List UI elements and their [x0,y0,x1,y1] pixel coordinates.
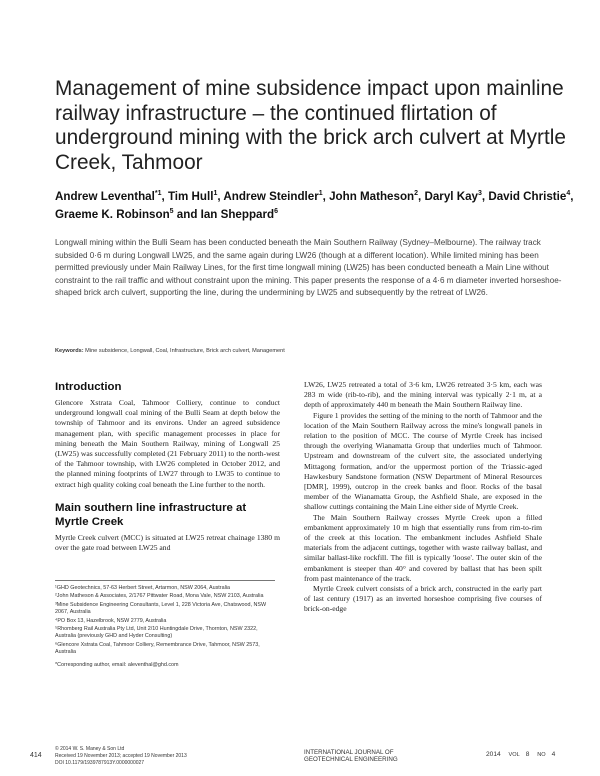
body-paragraph: Myrtle Creek culvert consists of a brick arch, constructed in the early part of last century (1917) as an inverted horseshoe comprising five courses of brick-on-edge [304,584,542,614]
corresponding-author: *Corresponding author, email: aleventhal@ghd.com [55,661,179,668]
footnote: ¹GHD Geotechnics, 57-63 Herbert Street, Artarmon, NSW 2064, Australia [55,585,230,591]
journal-name-line: GEOTECHNICAL ENGINEERING [304,756,398,764]
volume-number: 8 [525,751,530,758]
affiliation-footnotes [55,580,275,670]
page-number: 414 [30,752,42,759]
author-name: John Matheson [329,190,415,203]
body-paragraph: Figure 1 provides the setting of the mining to the north of Tahmoor and the location of the Main Southern Railway across the mine's longwall panels in relation to the position of MCC. The course of Myrtle Creek has incised through the overlying Wianamatta Group that underlies much of Tahmoor. Upstream and downstream of the culvert site, the associated underlying Mittagong formation, and/or the uppermost portion of the Triassic-aged Hawkesbury Sandstone formation (NSW Department of Mineral Resources [DMR], 1999), outcrop in the creek banks and floor. Rocks of the basal member of the Wianamatta Group, the Ashfield Shale, are exposed in the shallow cuttings containing the Main Line either side of Myrtle Creek. [304,410,542,512]
introduction-paragraph: Glencore Xstrata Coal, Tahmoor Colliery, continue to conduct underground longwall coal mining of the Bulli Seam at depth below the township of Tahmoor and its environs. Under an agreed subsidence management plan, with specific management processes in place for mining beneath the Main Southern Railway, mining of Longwall 25 (LW25) was successfully completed (21 February 2011) to the north-west of the Tahmoor township, with LW26 completed in October 2012, and the planned mining footprints of LW27 through to LW35 to continue to extract high quality coking coal beneath the Line further to the north. [55,398,280,489]
copyright-block [55,746,285,766]
body-paragraph: LW26, LW25 retreated a total of 3·6 km, LW26 retreated 3·5 km, each was 283 m wide (rib-to-rib), and the mining interval was typically 2·1 m, at a depth of approximately 440 m beneath the Main Southern Railway line. [304,380,542,410]
author-list [55,188,575,224]
keywords [55,347,570,355]
footnote: ⁵Rhomberg Rail Australia Pty Ltd, Unit 2/10 Huntingdale Drive, Thornton, NSW 2322, Australia (previously GHD and Hyder Consulting) [55,626,258,640]
copyright-line: © 2014 W. S. Maney & Son Ltd [55,746,125,752]
author-separator: and [173,208,201,221]
abstract: Longwall mining within the Bulli Seam has been conducted beneath the Main Southern Railway (Sydney–Melbourne). The railway track subsided 0·6 m during Longwall LW25, and the same again during LW26 (though at a different location). While limited mining has been permitted previously under Main Railway Lines, for the first time longwall mining (LW25) has been conducted beneath a Main Line without constraint to the rail traffic and without constraint upon the mining. This paper presents the response of a 4·6 m diameter inverted horseshoe-shaped brick arch culvert, supporting the line, during the undermining by LW25 and subsequently by the retreat of LW26. [55,238,562,298]
author-separator: , [161,190,168,203]
author-name: Tim Hull [167,190,214,203]
author-affiliation-mark: 4 [566,190,571,198]
footnote: ⁴PO Box 13, Hazelbrook, NSW 2779, Australia [55,617,167,624]
issue-label: NO [537,752,546,758]
left-column [55,380,280,553]
author-name: Ian Sheppard [200,208,275,221]
author-affiliation-mark: 1 [318,190,323,198]
journal-year: 2014 [486,751,501,758]
journal-name [304,749,424,764]
author-separator: , [418,190,425,203]
doi-line: DOI 10.1179/1939787913Y.0000000027 [55,759,145,766]
footnote: ³Mine Subsidence Engineering Consultants, Level 1, 228 Victoria Ave, Chatswood, NSW 2067, Australia [55,601,267,616]
footnote: ²John Matheson & Associates, 2/1767 Pittwater Road, Mona Vale, NSW 2103, Australia [55,593,264,600]
author-affiliation-mark: 6 [274,208,278,216]
author-affiliation-mark: 5 [169,208,174,216]
author-separator: , [481,190,489,203]
author-separator: , [217,190,224,203]
author-name: Andrew Leventhal [55,190,155,203]
author-affiliation-mark: 1 [213,190,218,198]
author-separator: , [322,190,330,203]
introduction-heading: Introduction [55,381,122,393]
volume-info [486,751,561,758]
paper-title: Management of mine subsidence impact upon mainline railway infrastructure – the continued flirtation of underground mining with the brick arch culvert at Myrtle Creek, Tahmoor [55,77,566,174]
keywords-label: Keywords: [55,348,84,354]
keywords-text: Mine subsidence, Longwall, Coal, Infrastructure, Brick arch culvert, Management [85,348,285,354]
author-name: Andrew Steindler [223,190,319,203]
author-name: Daryl Kay [424,190,478,203]
author-affiliation-mark: *1 [154,190,162,198]
received-line: Received 19 November 2013; accepted 19 November 2013 [55,752,187,759]
issue-number: 4 [551,751,556,758]
author-name: Graeme K. Robinson [55,208,170,221]
body-paragraph: The Main Southern Railway crosses Myrtle Creek upon a filled embankment approximately 10 m high that essentially runs from rim-to-rim of the creek at this location. The embankment includes Ashfield Shale materials from the adjacent cuttings, together with waste railway ballast, and similar ballast-like rockfill. The fill is typically 'loose'. The outer skin of the embankment is steeper than 40° and covered by ballast that has been spilt from past maintenance of the track. [304,512,542,583]
author-name: David Christie [488,190,567,203]
author-separator: , [570,190,574,203]
author-affiliation-mark: 3 [477,190,482,198]
volume-label: VOL [508,752,520,758]
right-column [304,380,542,615]
journal-name-line: INTERNATIONAL JOURNAL OF [304,749,394,756]
footnote: ⁶Glencore Xstrata Coal, Tahmoor Colliery, Remembrance Drive, Tahmoor, NSW 2573, Australia [55,641,260,656]
author-affiliation-mark: 2 [414,190,419,198]
section-heading: Main southern line infrastructure at Myrtle Creek [55,501,247,528]
section-paragraph: Myrtle Creek culvert (MCC) is situated at LW25 retreat chainage 1380 m over the gate road between LW25 and [55,532,280,553]
